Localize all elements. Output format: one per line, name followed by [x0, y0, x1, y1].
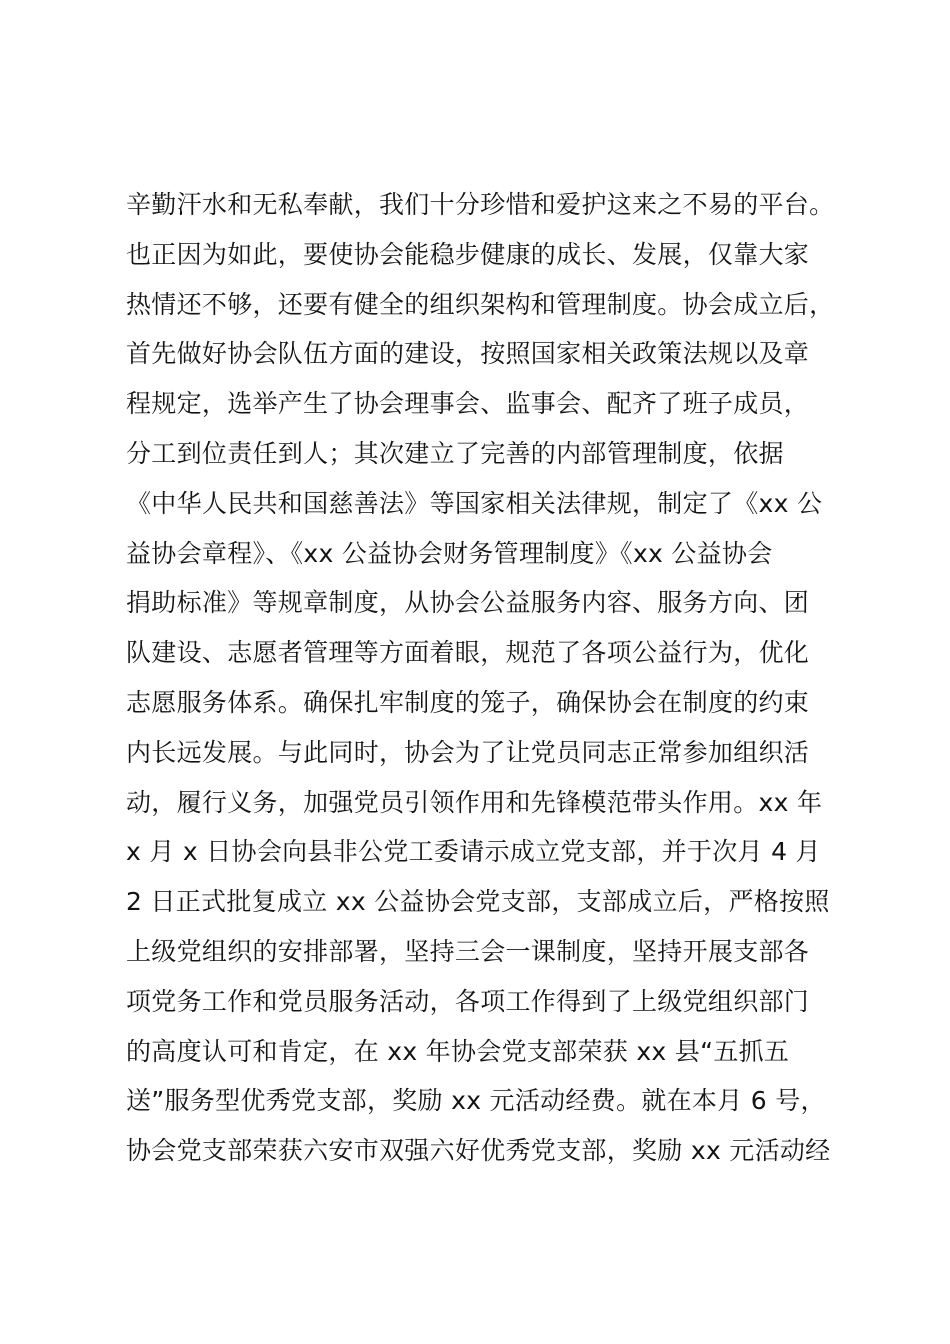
- text-line: 送”服务型优秀党支部，奖励 xx 元活动经费。就在本月 6 号，: [126, 1086, 826, 1116]
- text-line: 捐助标准》等规章制度，从协会公益服务内容、服务方向、团: [126, 588, 810, 618]
- text-line: 首先做好协会队伍方面的建设，按照国家相关政策法规以及章: [126, 339, 810, 369]
- text-line: x 月 x 日协会向县非公党工委请示成立党支部，并于次月 4 月: [126, 837, 821, 867]
- text-line: 的高度认可和肯定，在 xx 年协会党支部荣获 xx 县“五抓五: [126, 1036, 790, 1066]
- text-line: 动，履行义务，加强党员引领作用和先锋模范带头作用。xx 年: [126, 787, 823, 817]
- text-line: 益协会章程》、《xx 公益协会财务管理制度》《xx 公益协会: [126, 538, 773, 568]
- text-line: 热情还不够，还要有健全的组织架构和管理制度。协会成立后，: [126, 289, 835, 319]
- text-line: 协会党支部荣获六安市双强六好优秀党支部，奖励 xx 元活动经: [126, 1136, 831, 1166]
- text-line: 上级党组织的安排部署，坚持三会一课制度，坚持开展支部各: [126, 936, 810, 966]
- text-line: 志愿服务体系。确保扎牢制度的笼子，确保协会在制度的约束: [126, 687, 810, 717]
- text-line: 辛勤汗水和无私奉献，我们十分珍惜和爱护这来之不易的平台。: [126, 190, 835, 219]
- text-line: 分工到位责任到人；其次建立了完善的内部管理制度，依据: [126, 438, 784, 468]
- text-line: 2 日正式批复成立 xx 公益协会党支部，支部成立后，严格按照: [126, 887, 830, 917]
- body-paragraph: [126, 180, 846, 1176]
- text-line: 项党务工作和党员服务活动，各项工作得到了上级党组织部门: [126, 986, 810, 1016]
- text-line: 《中华人民共和国慈善法》等国家相关法律规，制定了《xx 公: [126, 488, 823, 518]
- text-line: 队建设、志愿者管理等方面着眼，规范了各项公益行为，优化: [126, 638, 810, 668]
- text-line: 也正因为如此，要使协会能稳步健康的成长、发展，仅靠大家: [126, 239, 810, 269]
- text-line: 内长远发展。与此同时，协会为了让党员同志正常参加组织活: [126, 737, 810, 767]
- text-line: 程规定，选举产生了协会理事会、监事会、配齐了班子成员，: [126, 389, 810, 419]
